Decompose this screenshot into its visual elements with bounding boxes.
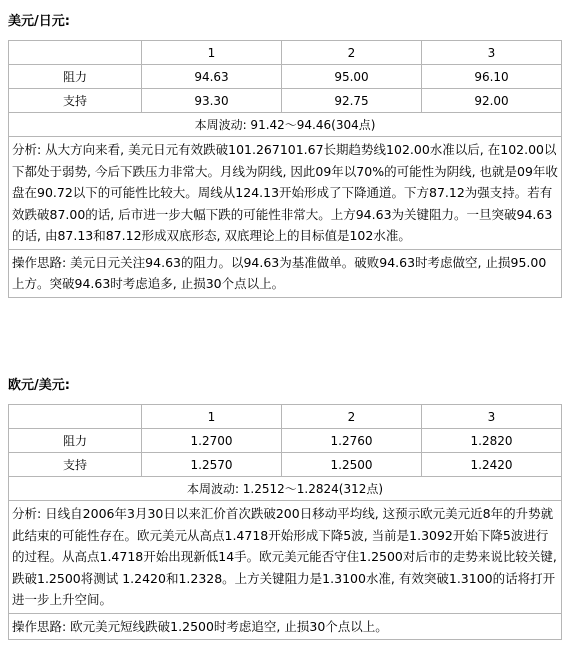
table-header-row	[9, 405, 562, 429]
usdjpy-section	[8, 12, 561, 298]
resistance-value-1: 1.2700	[142, 429, 282, 453]
table-row-resistance	[9, 429, 562, 453]
support-value-2: 1.2500	[282, 453, 422, 477]
support-value-2: 92.75	[282, 89, 422, 113]
header-cell-2: 2	[282, 41, 422, 65]
row-label-resistance: 阻力	[9, 65, 142, 89]
table-row-analysis	[9, 137, 562, 250]
resistance-value-2: 95.00	[282, 65, 422, 89]
header-cell-3: 3	[422, 405, 562, 429]
header-cell-empty	[9, 41, 142, 65]
row-label-support: 支持	[9, 89, 142, 113]
header-cell-2: 2	[282, 405, 422, 429]
eurusd-table	[8, 404, 562, 640]
table-row-resistance	[9, 65, 562, 89]
table-header-row	[9, 41, 562, 65]
table-row-support	[9, 453, 562, 477]
support-value-3: 92.00	[422, 89, 562, 113]
usdjpy-title: 美元/日元:	[8, 14, 70, 29]
support-value-3: 1.2420	[422, 453, 562, 477]
eurusd-section	[8, 376, 561, 640]
header-cell-empty	[9, 405, 142, 429]
eurusd-title: 欧元/美元:	[8, 378, 70, 393]
support-value-1: 1.2570	[142, 453, 282, 477]
support-value-1: 93.30	[142, 89, 282, 113]
header-cell-1: 1	[142, 41, 282, 65]
resistance-value-1: 94.63	[142, 65, 282, 89]
table-row-strategy	[9, 613, 562, 640]
resistance-value-3: 1.2820	[422, 429, 562, 453]
resistance-value-3: 96.10	[422, 65, 562, 89]
resistance-value-2: 1.2760	[282, 429, 422, 453]
row-label-support: 支持	[9, 453, 142, 477]
table-row-range	[9, 113, 562, 137]
strategy-text: 操作思路: 欧元美元短线跌破1.2500时考虑追空, 止损30个点以上。	[9, 613, 562, 640]
header-cell-3: 3	[422, 41, 562, 65]
table-row-strategy	[9, 249, 562, 297]
table-row-support	[9, 89, 562, 113]
row-label-resistance: 阻力	[9, 429, 142, 453]
weekly-range: 本周波动: 91.42～94.46(304点)	[9, 113, 562, 137]
table-row-analysis	[9, 501, 562, 614]
analysis-text: 分析: 从大方向来看, 美元日元有效跌破101.267101.67长期趋势线102.00水准以后, 在102.00以下都处于弱势, 今后下跌压力非常大。月线为阴线, 因此09年以70%的可能性为阴线, 也就是09年收盘在90.72以下的可能性比较大。周线从124.13开始形成了下降通道。下方87.12为强支持。若有效跌破87.00的话, 后市进一步大幅下跌的可能性非常大。上方94.63为关键阻力。一旦突破94.63的话, 由87.13和87.12形成双底形态, 双底理论上的目标值是102水准。	[9, 137, 562, 250]
analysis-text: 分析: 日线自2006年3月30日以来汇价首次跌破200日移动平均线, 这预示欧元美元近8年的升势就此结束的可能性存在。欧元美元从高点1.4718开始形成下降5波, 当前是1.3092开始下降5波进行的过程。从高点1.4718开始出现新低14手。欧元美元能否守住1.2500对后市的走势来说比较关键, 跌破1.2500将测试 1.2420和1.2328。上方关键阻力是1.3100水准, 有效突破1.3100的话将打开进一步上升空间。	[9, 501, 562, 614]
header-cell-1: 1	[142, 405, 282, 429]
table-row-range	[9, 477, 562, 501]
usdjpy-table	[8, 40, 562, 298]
weekly-range: 本周波动: 1.2512～1.2824(312点)	[9, 477, 562, 501]
strategy-text: 操作思路: 美元日元关注94.63的阻力。以94.63为基准做单。破败94.63时考虑做空, 止损95.00上方。突破94.63时考虑追多, 止损30个点以上。	[9, 249, 562, 297]
